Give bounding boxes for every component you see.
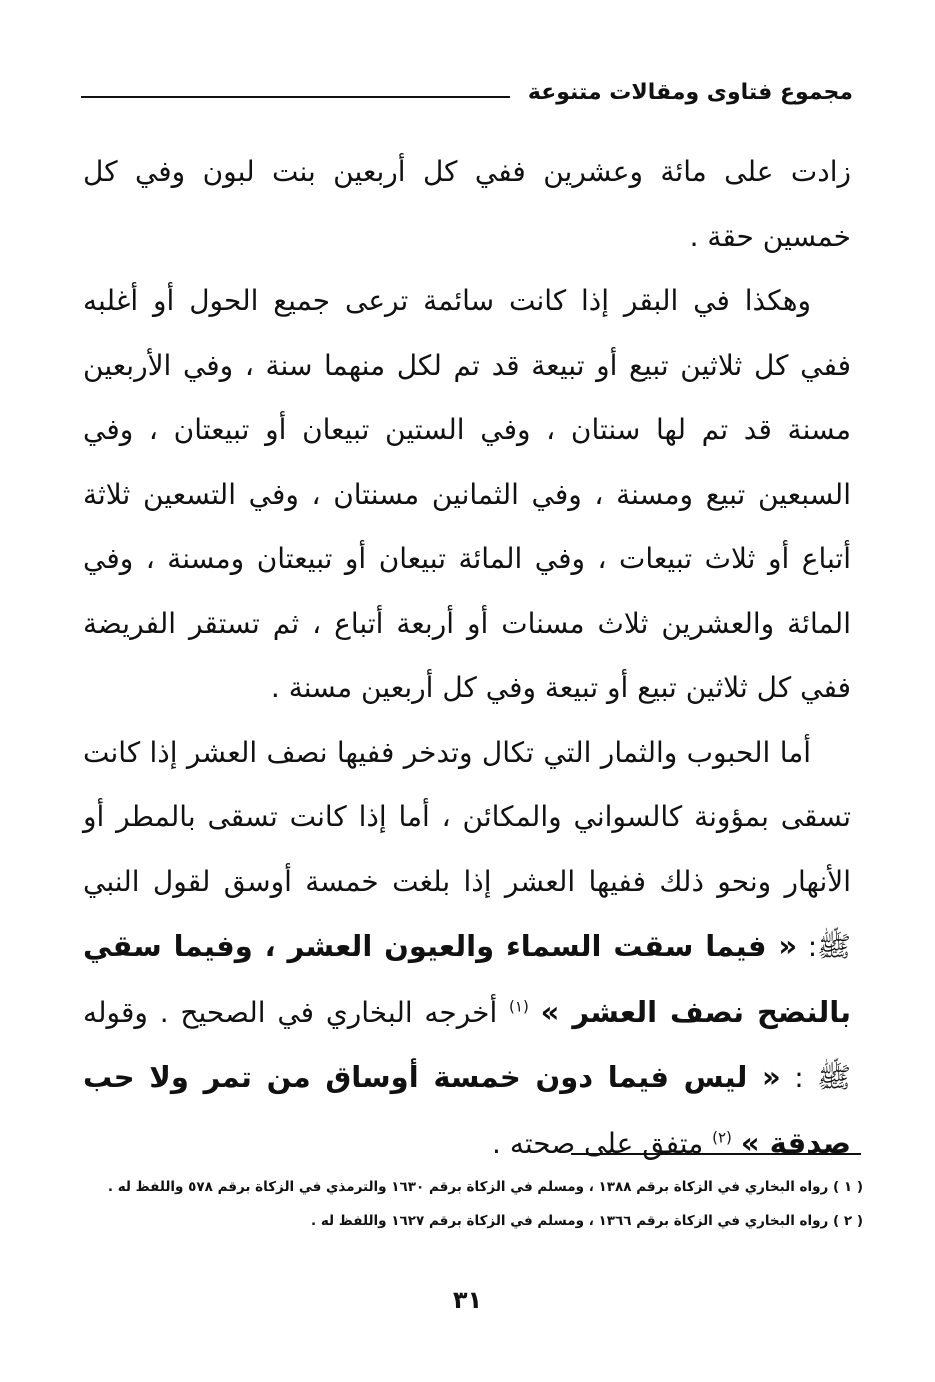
footnote-1: ( ١ ) رواه البخاري في الزكاة برقم ١٣٨٨ ، ومسلم في الزكاة برقم ١٦٣٠ والترمذي في الزكاة برقم ٥٧٨ واللفظ له .: [107, 1179, 863, 1195]
hadith-quote-2: « ليس فيما دون خمسة أوساق من تمر ولا حب صدقة »: [83, 1060, 851, 1160]
paragraph-3: [83, 721, 851, 1177]
footnote-ref-2: (٢): [712, 1128, 732, 1147]
hadith-quote-1: « فيما سقت السماء والعيون العشر ، وفيما سقي بالنضح نصف العشر »: [83, 929, 851, 1029]
paragraph-1: زادت على مائة وعشرين ففي كل أربعين بنت لبون وفي كل خمسين حقة .: [83, 155, 851, 253]
footnote-2: ( ٢ ) رواه البخاري في الزكاة برقم ١٣٦٦ ، ومسلم في الزكاة برقم ١٦٢٧ واللفظ له .: [311, 1213, 863, 1229]
header-title: مجموع فتاوى ومقالات متنوعة: [527, 79, 853, 105]
body-text: [83, 140, 851, 1176]
paragraph-3-end: متفق على صحته .: [492, 1126, 704, 1160]
paragraph-2: وهكذا في البقر إذا كانت سائمة ترعى جميع الحول أو أغلبه ففي كل ثلاثين تبيع أو تبيعة قد تم لكل منهما سنة ، وفي الأربعين مسنة قد تم لها سنتان ، وفي الستين تبيعان أو تبيعتان ، وفي السبعين تبيع ومسنة ، وفي الثمانين مسنتان ، وفي التسعين ثلاثة أتباع أو ثلاث تبيعات ، وفي المائة تبيعان أو تبيعتان ومسنة ، وفي المائة والعشرين ثلاث مسنات أو أربعة أتباع ، ثم تستقر الفريضة ففي كل ثلاثين تبيع أو تبيعة وفي كل أربعين مسنة .: [83, 284, 851, 704]
footnotes: [73, 1170, 863, 1238]
footnote-separator: [571, 1153, 861, 1155]
paragraph-3-intro: أما الحبوب والثمار التي تكال وتدخر ففيها نصف العشر إذا كانت تسقى بمؤونة كالسواني والمكائن ، أما إذا كانت تسقى بالمطر أو الأنهار ونحو ذلك ففيها العشر إذا بلغت خمسة أوسق لقول النبي ﷺ:: [83, 735, 851, 963]
page-number: ٣١: [452, 1286, 483, 1314]
paragraph-3-mid: أخرجه البخاري في الصحيح . وقوله ﷺ :: [83, 995, 851, 1094]
header-rule: [81, 96, 510, 98]
running-header: [81, 72, 853, 112]
footnote-ref-1: (١): [509, 997, 529, 1016]
